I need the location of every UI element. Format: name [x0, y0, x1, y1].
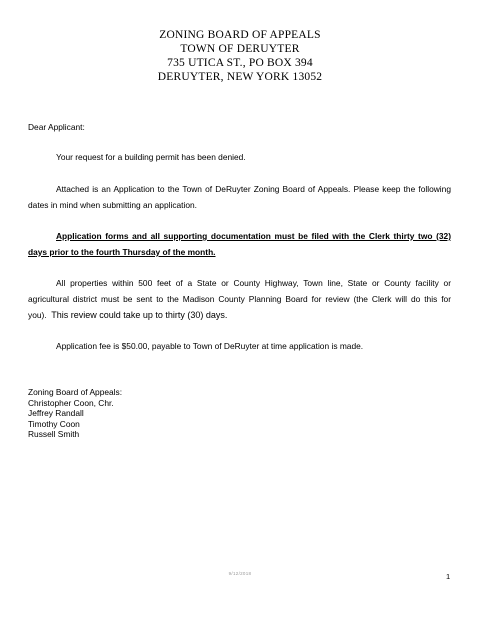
paragraph-application-attached: Attached is an Application to the Town of DeRuyter Zoning Board of Appeals. Please keep the following dates in mind when submitting an application. [28, 184, 451, 210]
paragraph-filing-deadline: Application forms and all supporting documentation must be filed with the Clerk thirty two (32) days prior to the fourth Thursday of the month. [28, 231, 451, 257]
signature-block [28, 387, 122, 440]
board-member-name: Russell Smith [28, 429, 80, 439]
paragraph-county-review [28, 275, 451, 323]
paragraph-application-fee: Application fee is $50.00, payable to Town of DeRuyter at time application is made. [56, 341, 364, 351]
paragraph-permit-denied: Your request for a building permit has been denied. [56, 152, 246, 162]
board-member-name: Christopher Coon, Chr. [28, 397, 114, 408]
board-member-name: Jeffrey Randall [28, 408, 84, 418]
board-member-name: Timothy Coon [28, 418, 80, 429]
page-number: 1 [446, 572, 451, 581]
county-review-text: All properties within 500 feet of a State or County Highway, Town line, State or County facility or agricultural district must be sent to the Madison County Planning Board for review (the Clerk will do this for you). [28, 278, 451, 320]
footer-date: 9/12/2018 [228, 571, 252, 576]
letterhead-town-name: TOWN OF DERUYTER [180, 43, 300, 55]
review-duration-text: This review could take up to thirty (30) days. [51, 310, 228, 320]
salutation: Dear Applicant: [28, 122, 85, 132]
letterhead [0, 28, 480, 84]
letterhead-city-state-zip: DERUYTER, NEW YORK 13052 [157, 71, 323, 83]
letterhead-street-address: 735 UTICA ST., PO BOX 394 [167, 57, 313, 69]
signature-heading: Zoning Board of Appeals: [28, 387, 123, 397]
letterhead-board-name: ZONING BOARD OF APPEALS [159, 29, 321, 41]
